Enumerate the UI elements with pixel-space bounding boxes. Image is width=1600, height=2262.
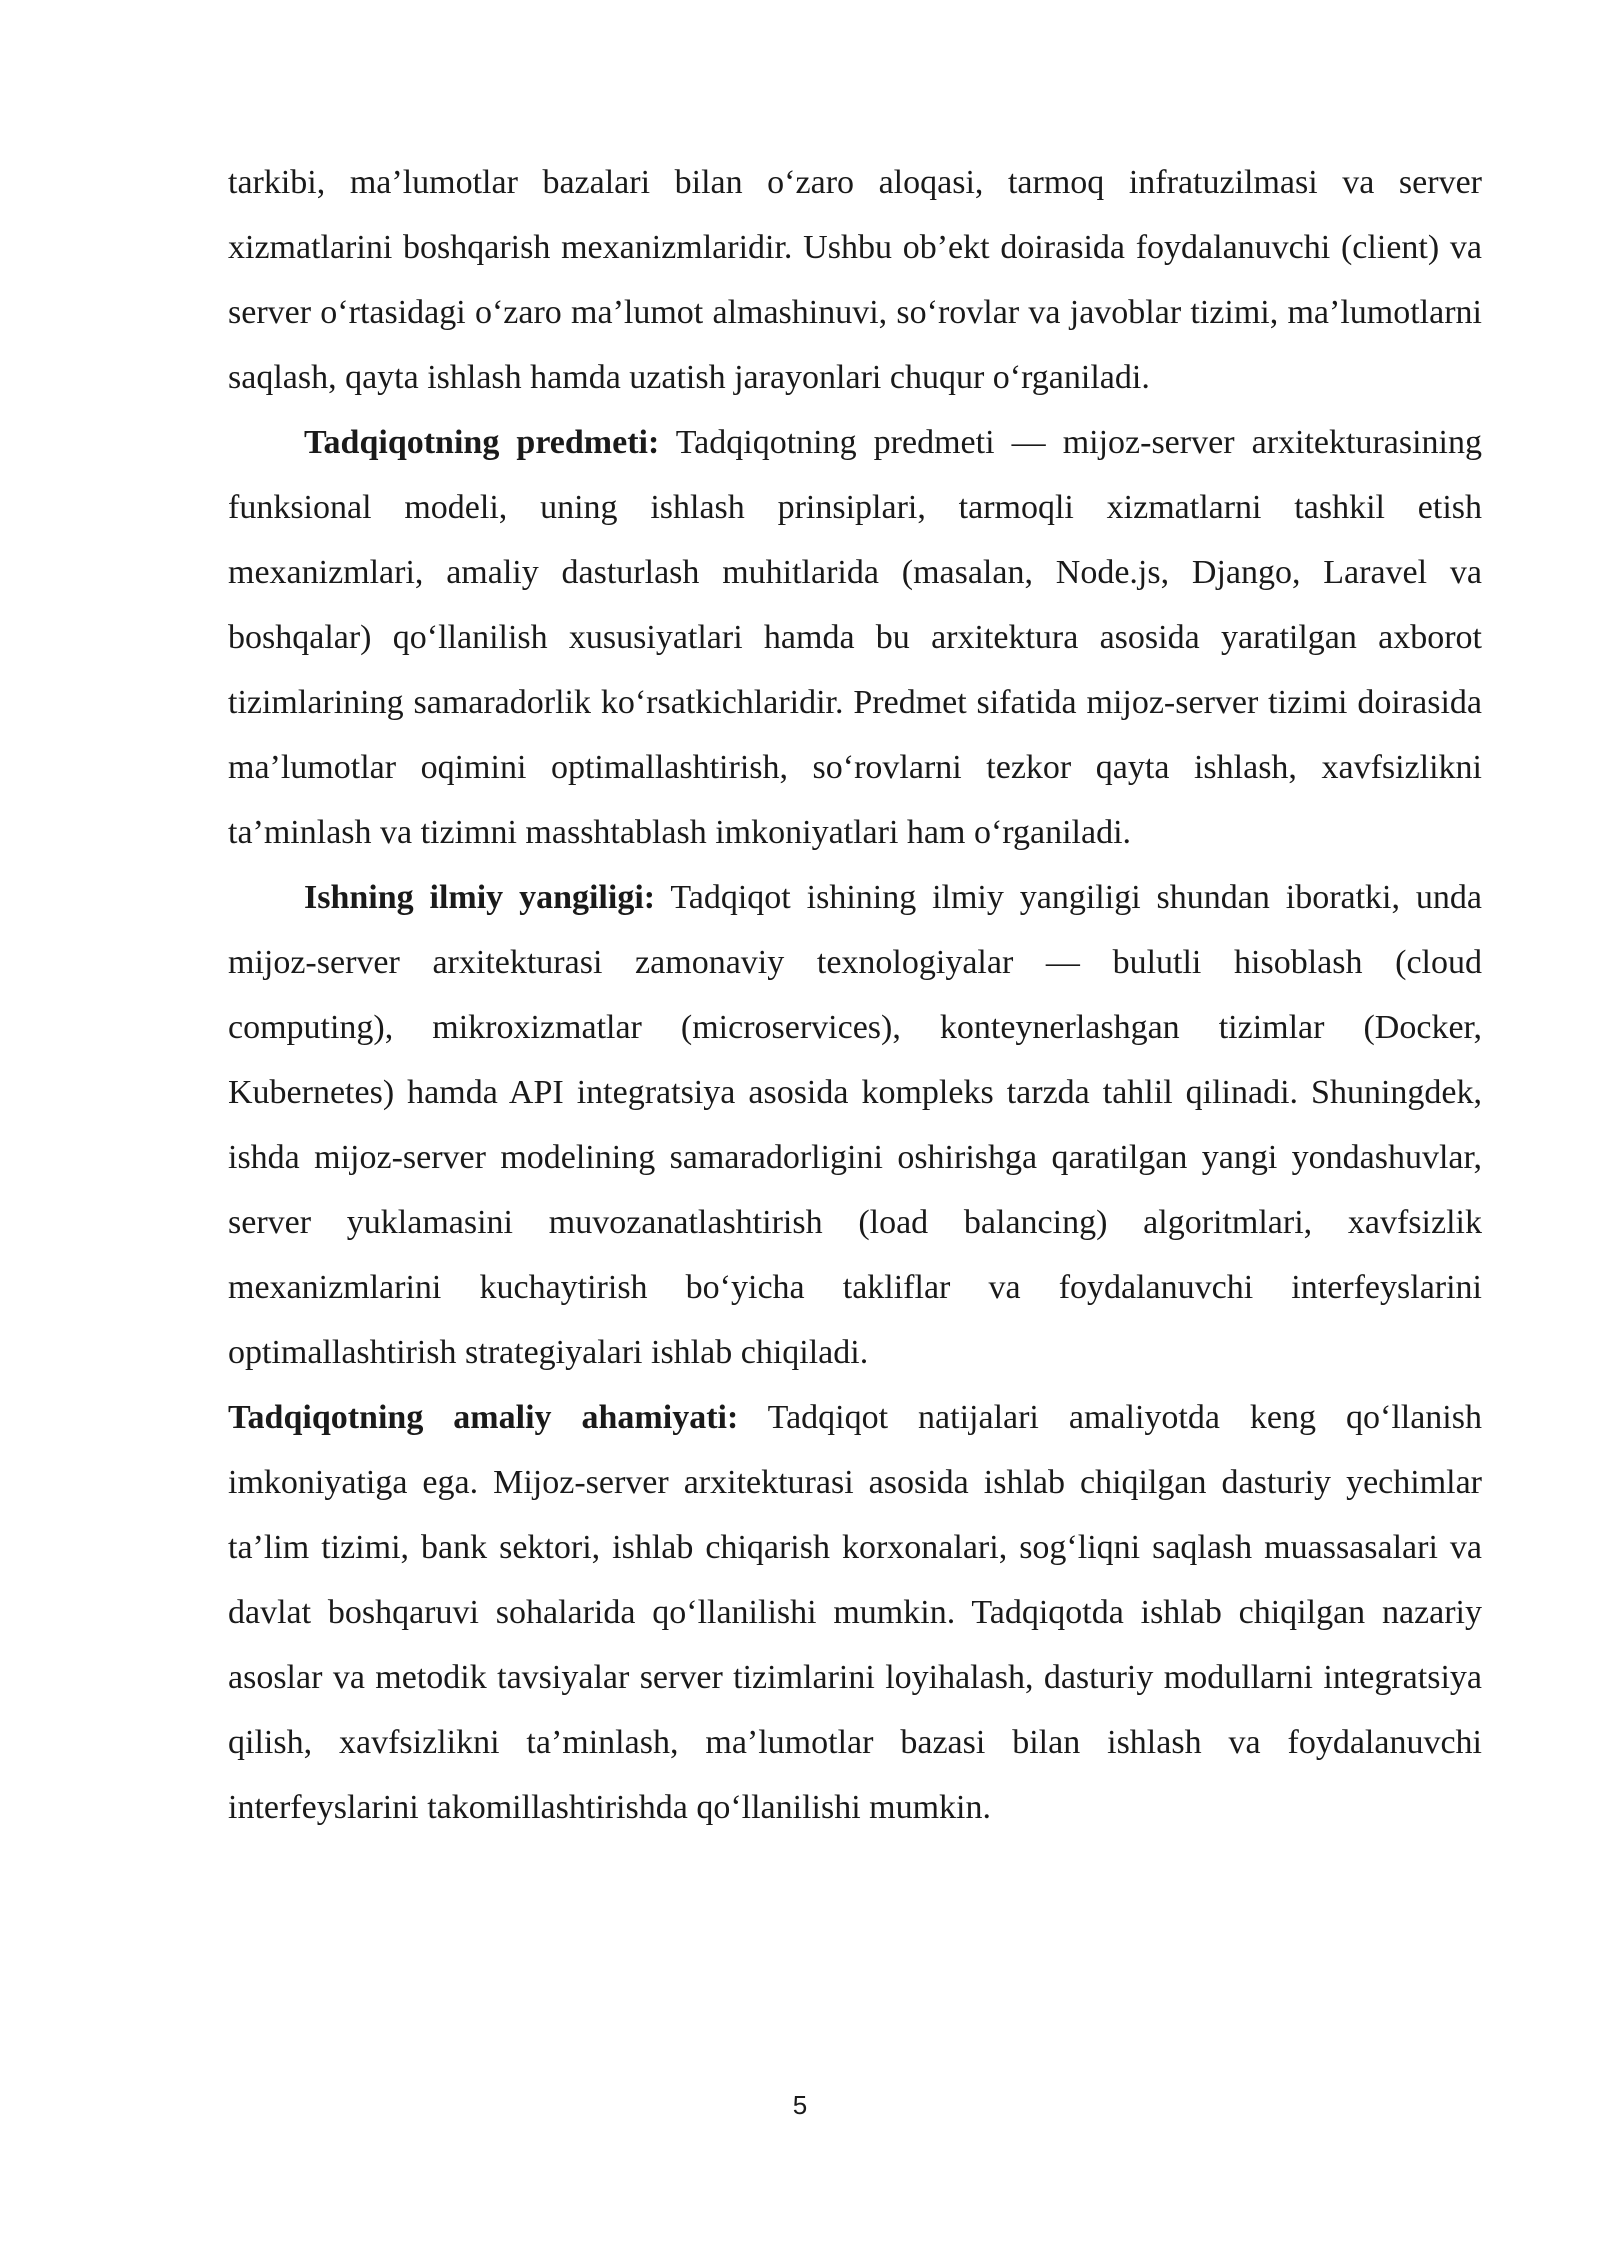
heading-research-subject: Tadqiqotning predmeti: (304, 424, 660, 461)
paragraph-text: Tadqiqot natijalari amaliyotda keng qo‘llanish imkoniyatiga ega. Mijoz-server arxitekturasi asosida ishlab chiqilgan dasturiy yechimlar ta’lim tizimi, bank sektori, ishlab chiqarish korxonalari, sog‘liqni saqlash muassasalari va davlat boshqaruvi sohalarida qo‘llanilishi mumkin. Tadqiqotda ishlab chiqilgan nazariy asoslar va metodik tavsiyalar server tizimlarini loyihalash, dasturiy modullarni integratsiya qilish, xavfsizlikni ta’minlash, ma’lumotlar bazasi bilan ishlash va foydalanuvchi interfeyslarini takomillashtirishda qo‘llanilishi mumkin. (228, 1399, 1482, 1826)
paragraph-text: Tadqiqot ishining ilmiy yangiligi shundan iboratki, unda mijoz-server arxitekturasi zamonaviy texnologiyalar — bulutli hisoblash (cloud computing), mikroxizmatlar (microservices), konteynerlashgan tizimlar (Docker, Kubernetes) hamda API integratsiya asosida kompleks tarzda tahlil qilinadi. Shuningdek, ishda mijoz-server modelining samaradorligini oshirishga qaratilgan yangi yondashuvlar, server yuklamasini muvozanatlashtirish (load balancing) algoritmlari, xavfsizlik mexanizmlarini kuchaytirish bo‘yicha takliflar va foydalanuvchi interfeyslarini optimallashtirish strategiyalari ishlab chiqiladi. (228, 879, 1482, 1371)
paragraph-research-subject (228, 410, 1482, 865)
document-body (228, 150, 1482, 1840)
heading-practical-significance: Tadqiqotning amaliy ahamiyati: (228, 1399, 739, 1436)
paragraph-object-continuation (228, 150, 1482, 410)
paragraph-text: Tadqiqotning predmeti — mijoz-server arxitekturasining funksional modeli, uning ishlash prinsiplari, tarmoqli xizmatlarni tashkil etish mexanizmlari, amaliy dasturlash muhitlarida (masalan, Node.js, Django, Laravel va boshqalar) qo‘llanilish xususiyatlari hamda bu arxitektura asosida yaratilgan axborot tizimlarining samaradorlik ko‘rsatkichlaridir. Predmet sifatida mijoz-server tizimi doirasida ma’lumotlar oqimini optimallashtirish, so‘rovlarni tezkor qayta ishlash, xavfsizlikni ta’minlash va tizimni masshtablash imkoniyatlari ham o‘rganiladi. (228, 424, 1482, 851)
paragraph-scientific-novelty (228, 865, 1482, 1840)
paragraph-text: tarkibi, ma’lumotlar bazalari bilan o‘zaro aloqasi, tarmoq infratuzilmasi va server xizmatlarini boshqarish mexanizmlaridir. Ushbu ob’ekt doirasida foydalanuvchi (client) va server o‘rtasidagi o‘zaro ma’lumot almashinuvi, so‘rovlar va javoblar tizimi, ma’lumotlarni saqlash, qayta ishlash hamda uzatish jarayonlari chuqur o‘rganiladi. (228, 164, 1482, 396)
heading-scientific-novelty: Ishning ilmiy yangiligi: (304, 879, 656, 916)
page-number: 5 (792, 2090, 808, 2120)
